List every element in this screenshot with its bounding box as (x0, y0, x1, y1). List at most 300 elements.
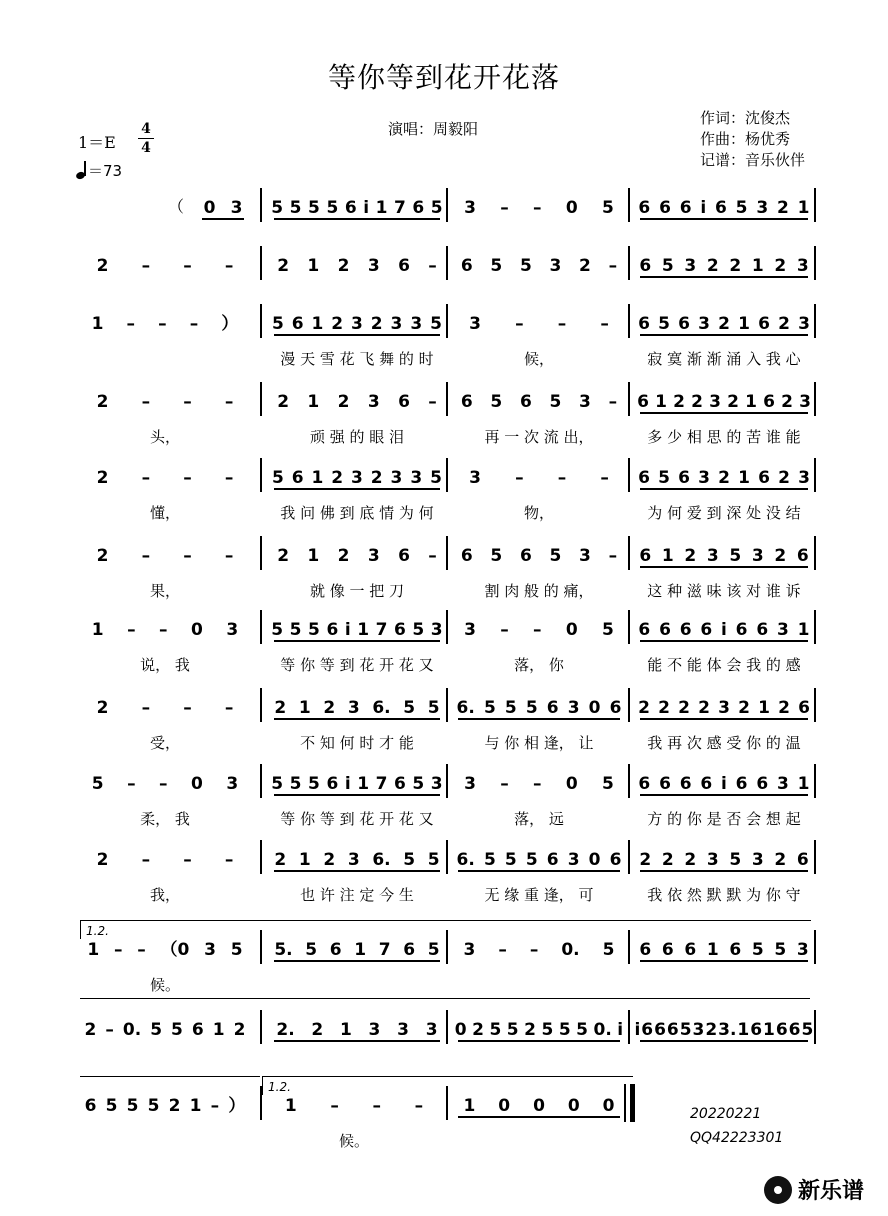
note: 2 (738, 698, 750, 718)
note: – (183, 850, 192, 870)
score-row (0, 614, 888, 686)
note: 2 (323, 850, 336, 870)
note: 2 (277, 256, 290, 276)
performer: 演唱：周毅阳 (388, 120, 479, 138)
note: 3 (410, 468, 423, 488)
beam-underline (274, 640, 440, 642)
note: 2 (727, 392, 739, 412)
note: 3 (776, 774, 789, 794)
note: i (344, 620, 351, 640)
note: 5 (490, 392, 503, 412)
barline (260, 246, 262, 280)
note: 2 (774, 256, 787, 276)
lyric-segment: 候。 (149, 976, 180, 994)
note: 5 (525, 698, 538, 718)
note: ） (228, 1096, 246, 1116)
note: – (330, 1096, 339, 1116)
beam-underline (274, 334, 440, 336)
note: – (141, 850, 151, 870)
note: – (500, 774, 509, 794)
note: 3 (469, 314, 481, 334)
barline (260, 1010, 262, 1044)
measure (80, 252, 250, 276)
barline (446, 610, 448, 644)
composer: 作曲：杨优秀 (700, 130, 791, 148)
note: – (500, 198, 509, 218)
beam-underline (640, 276, 808, 278)
barline (446, 764, 448, 798)
measure (452, 616, 626, 640)
lyric-segment: 这 种 滋 味 该 对 谁 诉 (647, 582, 801, 600)
note: 6 (519, 546, 532, 566)
volta-second-label: 1.2. (268, 1080, 291, 1094)
note: 2 (706, 256, 719, 276)
barline (446, 304, 448, 338)
note: 2 (96, 256, 109, 276)
note: 1 (284, 1096, 297, 1116)
lyric-segment: 我， (149, 886, 180, 904)
note: – (600, 468, 609, 488)
beam-underline (640, 870, 808, 872)
note: 0 (203, 198, 216, 218)
note: 3 (706, 850, 719, 870)
note: 5 (230, 940, 243, 960)
note: – (428, 546, 437, 566)
note: 3 (469, 468, 481, 488)
measure (634, 936, 814, 960)
barline (260, 536, 262, 570)
note: 6 (715, 198, 727, 218)
barline (260, 688, 262, 722)
measure (80, 542, 250, 566)
note: – (159, 774, 168, 794)
note: – (533, 620, 542, 640)
note: 1 (87, 940, 100, 960)
note: 5 (490, 546, 503, 566)
score-row (0, 1090, 888, 1162)
note: 6 (796, 546, 809, 566)
measure (268, 464, 446, 488)
volta-first-ending (80, 920, 811, 939)
measure (634, 464, 814, 488)
note: 0 (454, 1020, 467, 1040)
quarter-note-icon (76, 161, 88, 179)
note: 6 (191, 1020, 204, 1040)
beam-underline (640, 412, 808, 414)
note: 5 (308, 620, 320, 640)
note: 1 (758, 698, 770, 718)
note: 1 (661, 546, 674, 566)
measure (196, 194, 250, 218)
note: 5 (427, 940, 440, 960)
note: 1 (357, 620, 370, 640)
note: 6 (326, 774, 339, 794)
measure (634, 310, 814, 334)
note: 2 (638, 698, 650, 718)
note: 2 (661, 850, 674, 870)
lyric-segment: 等 你 等 到 花 开 花 又 (280, 810, 434, 828)
lyrics-line (0, 732, 888, 756)
notes-line (0, 844, 888, 874)
lyric-segment: 果， (149, 582, 180, 600)
note: 3 (776, 620, 789, 640)
note: – (158, 314, 167, 334)
record-disc-icon (764, 1176, 792, 1204)
measure (80, 388, 250, 412)
notes-line (0, 386, 888, 416)
note: 5 (658, 314, 670, 334)
note: 5 (661, 256, 674, 276)
barline (260, 840, 262, 874)
note: 0 (588, 850, 601, 870)
measure (452, 388, 626, 412)
note: 1 (706, 940, 719, 960)
lyric-segment: 候， (523, 350, 554, 368)
beam-underline (640, 794, 808, 796)
note: 3 (796, 256, 809, 276)
note: 3 (464, 774, 476, 794)
note: – (183, 546, 192, 566)
note: 1 (298, 698, 311, 718)
note: 6 (329, 940, 342, 960)
note: 2 (774, 546, 787, 566)
note: 2 (778, 468, 790, 488)
brand-logo (764, 1174, 864, 1205)
footer-qq: QQ42223301 (690, 1130, 784, 1146)
note: 3 (347, 698, 360, 718)
note: 5 (289, 198, 302, 218)
note: 0 (565, 774, 578, 794)
note: ） (221, 314, 239, 334)
note: 5 (679, 1020, 692, 1040)
measure (634, 846, 814, 870)
note: 1 (212, 1020, 225, 1040)
barline (814, 458, 816, 492)
barline (814, 610, 816, 644)
note: 1 (91, 620, 104, 640)
measure (634, 616, 814, 640)
note: 5 (430, 468, 442, 488)
note: 2 (96, 546, 109, 566)
barline (446, 688, 448, 722)
barline (446, 458, 448, 492)
note: 2 (718, 314, 730, 334)
note: 3 (798, 314, 810, 334)
note: 6 (661, 940, 674, 960)
lyrics-line (0, 884, 888, 908)
beam-underline (274, 488, 440, 490)
lyric-segment: 等 你 等 到 花 开 花 又 (280, 656, 434, 674)
note: 2 (524, 1020, 536, 1040)
note: 5 (658, 468, 670, 488)
note: – (189, 314, 199, 334)
note: i (617, 1020, 624, 1040)
notes-line (0, 250, 888, 280)
measure (452, 464, 626, 488)
note: 5 (519, 256, 532, 276)
note: 5 (525, 850, 538, 870)
notes-line (0, 1014, 888, 1044)
note: – (224, 256, 234, 276)
note: 5 (271, 774, 284, 794)
note: 3 (464, 198, 476, 218)
measure (268, 846, 446, 870)
lyrics-line (0, 502, 888, 526)
measure (80, 464, 250, 488)
beam-underline (274, 718, 440, 720)
beam-underline (274, 218, 440, 220)
note: 6 (638, 314, 650, 334)
note: – (498, 940, 507, 960)
note: 1 (738, 468, 750, 488)
lyric-segment: 不 知 何 时 才 能 (300, 734, 414, 752)
lyrics-line (0, 426, 888, 450)
note: 2 (274, 850, 287, 870)
note: 3 (751, 850, 764, 870)
note: 6 (326, 620, 339, 640)
note: 2 (684, 850, 697, 870)
brand-name: 新乐谱 (798, 1179, 865, 1204)
note: 1 (339, 1020, 352, 1040)
measure (452, 694, 626, 718)
notes-line (0, 692, 888, 722)
note: 3 (397, 1020, 409, 1040)
note: 2 (718, 468, 730, 488)
barline (814, 382, 816, 416)
score-row (0, 386, 888, 458)
note: 0. (593, 1020, 612, 1040)
note: 6 (756, 620, 769, 640)
note: 1 (311, 314, 324, 334)
note: 5 (541, 1020, 554, 1040)
note: 2 (337, 392, 350, 412)
note: 5 (490, 256, 503, 276)
note: 2 (96, 698, 109, 718)
credits (700, 108, 805, 171)
barline (446, 246, 448, 280)
note: 5 (305, 940, 318, 960)
note: 6. (456, 698, 475, 718)
note: – (500, 620, 509, 640)
note: 3 (390, 468, 403, 488)
note: 6 (460, 392, 473, 412)
note: 3 (230, 198, 243, 218)
note: 6 (637, 392, 649, 412)
note: 2 (168, 1096, 181, 1116)
note: 1 (298, 850, 311, 870)
note: 1 (91, 314, 104, 334)
note: 2 (472, 1020, 484, 1040)
note: （0 (160, 940, 190, 960)
barline (814, 188, 816, 222)
note: i (363, 198, 370, 218)
note: 5 (489, 1020, 502, 1040)
note: 6 (460, 256, 473, 276)
note: 2 (331, 468, 344, 488)
barline (628, 246, 630, 280)
note: 6 (291, 468, 304, 488)
note: 6 (763, 392, 775, 412)
note: 2 (684, 546, 697, 566)
measure (634, 770, 814, 794)
note: 0 (191, 620, 203, 640)
note: – (428, 392, 437, 412)
note: 6 (639, 256, 652, 276)
note: 5 (729, 546, 742, 566)
note: 1 (745, 392, 757, 412)
note: 3 (796, 940, 809, 960)
notes-line (0, 614, 888, 644)
barline (628, 382, 630, 416)
note: 0 (567, 1096, 580, 1116)
note: 3 (718, 698, 730, 718)
note: 5 (289, 620, 302, 640)
note: 0. (122, 1020, 142, 1040)
measure (80, 616, 250, 640)
note: 5 (751, 940, 764, 960)
note: – (183, 468, 192, 488)
note: 3 (430, 774, 443, 794)
note: 3 (464, 620, 476, 640)
note: – (126, 314, 136, 334)
note: 5 (91, 774, 104, 794)
note: – (141, 546, 151, 566)
note: 2 (337, 546, 350, 566)
note: – (105, 1020, 114, 1040)
beam-underline (202, 218, 244, 220)
note: 6. (456, 850, 475, 870)
note: 3 (367, 392, 380, 412)
note: 5 (126, 1096, 139, 1116)
note: 3 (698, 468, 710, 488)
note: – (533, 198, 542, 218)
note: 5 (483, 850, 496, 870)
measure (268, 936, 446, 960)
lyric-segment: 我 依 然 默 默 为 你 守 (647, 886, 801, 904)
barline (814, 246, 816, 280)
note: – (127, 620, 136, 640)
note: 6 (291, 314, 304, 334)
barline (628, 304, 630, 338)
lyric-segment: 落， 你 (514, 656, 564, 674)
score-row (0, 768, 888, 840)
score-row (0, 462, 888, 534)
note: 0. (561, 940, 580, 960)
lyric-segment: 懂， (149, 504, 180, 522)
note: – (141, 468, 151, 488)
note: 6 (679, 620, 692, 640)
note: 5 (271, 620, 284, 640)
note: 6 (412, 198, 425, 218)
note: 1 (307, 392, 320, 412)
note: i (721, 774, 727, 794)
note: 5 (412, 774, 425, 794)
note: 6 (735, 620, 748, 640)
note: 3 (410, 314, 423, 334)
note: 5. (274, 940, 293, 960)
note: 1 (737, 1020, 750, 1040)
note: 5 (801, 1020, 814, 1040)
measure (80, 846, 250, 870)
note: 6 (638, 468, 650, 488)
barline (446, 382, 448, 416)
note: 5 (271, 314, 284, 334)
note: 5 (308, 774, 320, 794)
note: 3 (204, 940, 216, 960)
note: 2 (658, 698, 670, 718)
note: 3 (698, 314, 710, 334)
measure (80, 1092, 250, 1116)
notes-line (0, 308, 888, 338)
barline (814, 304, 816, 338)
note: 6 (796, 850, 809, 870)
note: 2 (274, 698, 287, 718)
measure (634, 252, 814, 276)
note: 2 (781, 392, 793, 412)
barline (628, 840, 630, 874)
note: 3 (579, 546, 591, 566)
note: 3. (718, 1020, 737, 1040)
note: 5 (427, 698, 440, 718)
barline (628, 1010, 630, 1044)
note: 1 (751, 256, 764, 276)
barline (260, 382, 262, 416)
notes-line (0, 540, 888, 570)
note: 1 (357, 774, 370, 794)
measure (452, 194, 626, 218)
note: 6 (679, 774, 692, 794)
note: – (137, 940, 146, 960)
note: 3 (799, 392, 811, 412)
barline (814, 688, 816, 722)
time-top: 4 (141, 121, 151, 137)
note: 1 (307, 256, 320, 276)
note: 2 (778, 314, 790, 334)
note: 5 (150, 1020, 163, 1040)
measure (452, 936, 626, 960)
note: 6 (735, 774, 748, 794)
barline (446, 840, 448, 874)
beam-underline (274, 870, 440, 872)
note: 2 (370, 314, 383, 334)
note: – (529, 940, 539, 960)
note: 6 (758, 468, 770, 488)
beam-underline (274, 960, 440, 962)
measure (452, 252, 626, 276)
measure (452, 1092, 626, 1116)
barline (628, 536, 630, 570)
note: 3 (368, 1020, 381, 1040)
note: 7 (393, 198, 406, 218)
note: 6 (729, 940, 742, 960)
note: 5 (289, 774, 302, 794)
note: 2 (691, 392, 703, 412)
note: 1 (375, 198, 388, 218)
note: 5 (403, 698, 416, 718)
note: 6 (788, 1020, 801, 1040)
lyric-segment: 受， (149, 734, 180, 752)
note: i (700, 198, 707, 218)
note: 6 (639, 546, 652, 566)
measure (268, 694, 446, 718)
note: 3 (684, 256, 697, 276)
note: 6 (700, 774, 713, 794)
beam-underline (640, 718, 808, 720)
note: 3 (367, 546, 380, 566)
beam-underline (458, 1040, 620, 1042)
note: 6 (638, 774, 651, 794)
measure (268, 616, 446, 640)
